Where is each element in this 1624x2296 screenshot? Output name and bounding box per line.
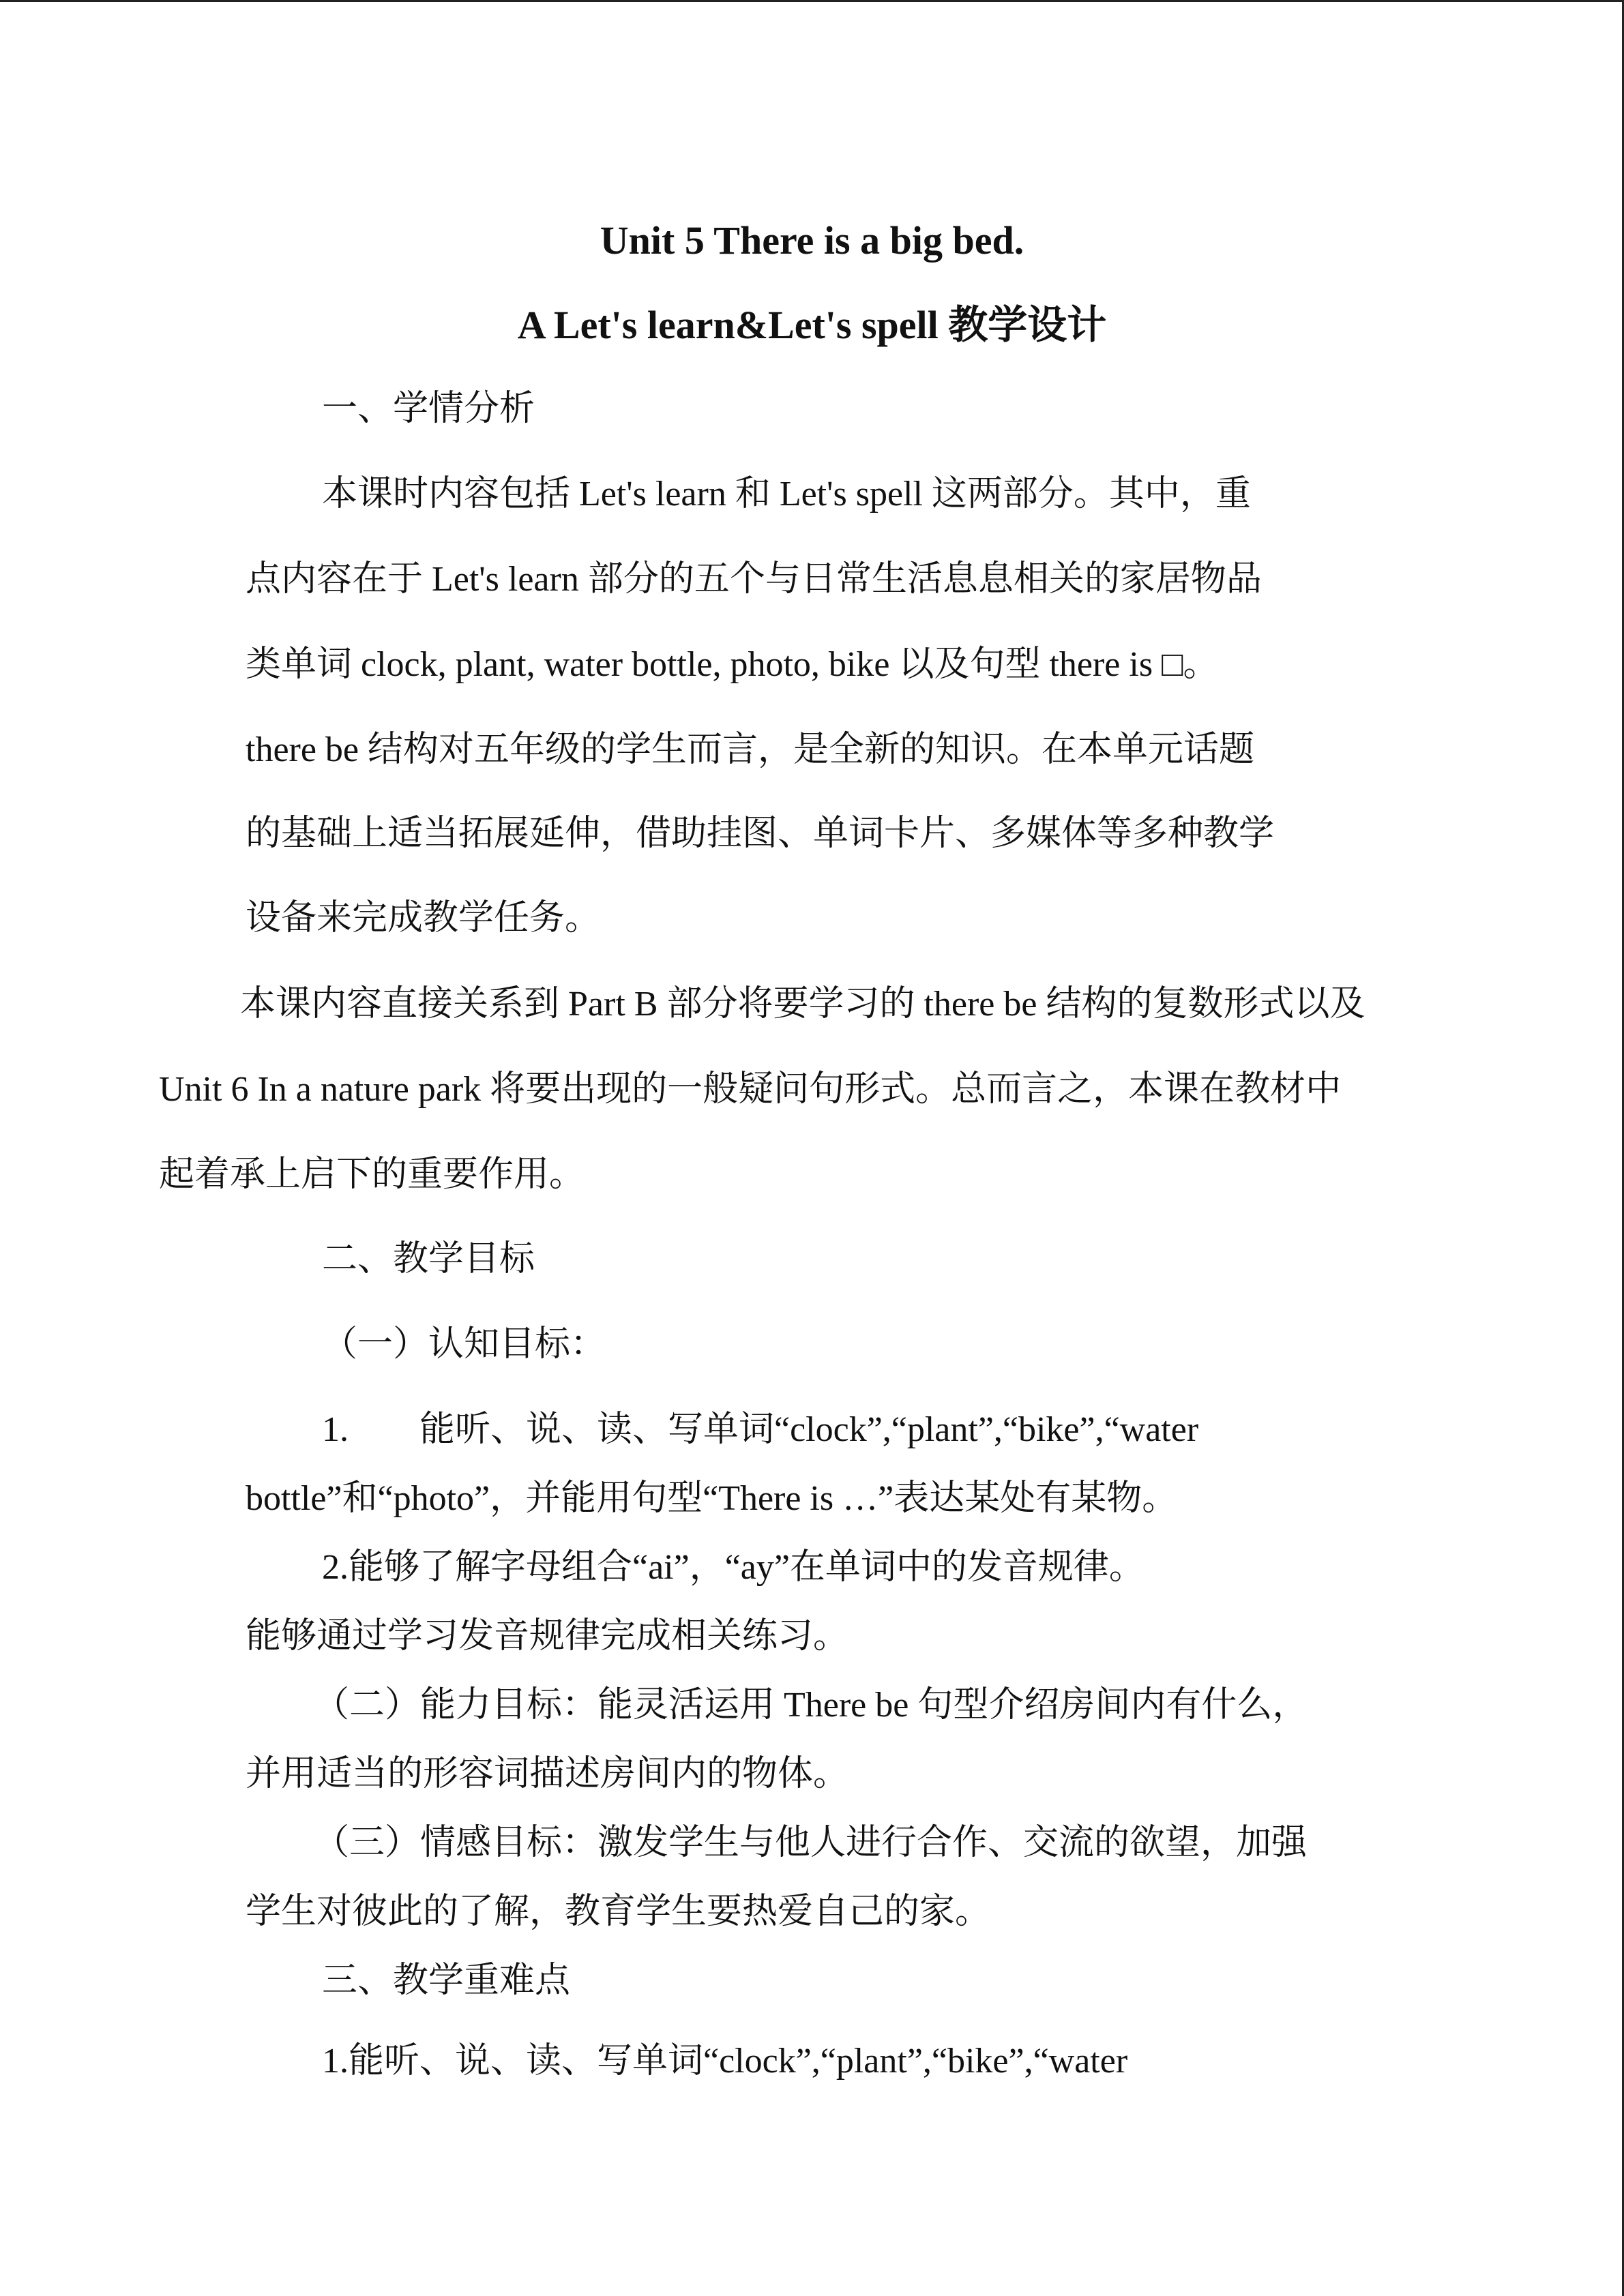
- paragraph-line: 本课内容直接关系到 Part B 部分将要学习的 there be 结构的复数形式以及: [240, 985, 1365, 1024]
- paragraph-line: Unit 6 In a nature park 将要出现的一般疑问句形式。总而言之，本课在教材中: [159, 1070, 1342, 1109]
- paragraph-line: （二）能力目标：能灵活运用 There be 句型介绍房间内有什么，: [314, 1686, 1308, 1725]
- paragraph-line: 类单词 clock, plant, water bottle, photo, bike 以及句型 there is □。: [246, 645, 1219, 684]
- list-item: 2.能够了解字母组合“ai”，“ay”在单词中的发音规律。: [322, 1548, 1145, 1587]
- section-heading-2: 二、教学目标: [322, 1240, 535, 1279]
- section-heading-3: 三、教学重难点: [322, 1961, 571, 2000]
- list-item: 1. 能听、说、读、写单词“clock”,“plant”,“bike”,“water: [322, 1410, 1199, 1449]
- section-heading-1: 一、学情分析: [322, 389, 535, 428]
- paragraph-line: 的基础上适当拓展延伸，借助挂图、单词卡片、多媒体等多种教学: [246, 814, 1275, 853]
- top-border: [0, 0, 1624, 2]
- document-subtitle: A Let's learn&Let's spell 教学设计: [517, 303, 1107, 347]
- paragraph-line: 起着承上启下的重要作用。: [159, 1155, 585, 1194]
- paragraph-line: 设备来完成教学任务。: [246, 899, 601, 938]
- paragraph-line: 能够通过学习发音规律完成相关练习。: [246, 1617, 849, 1656]
- paragraph-line: there be 结构对五年级的学生而言，是全新的知识。在本单元话题: [246, 730, 1255, 769]
- subheading: （一）认知目标：: [322, 1325, 606, 1364]
- list-item: 1.能听、说、读、写单词“clock”,“plant”,“bike”,“water: [322, 2042, 1128, 2081]
- paragraph-line: 点内容在于 Let's learn 部分的五个与日常生活息息相关的家居物品: [246, 560, 1262, 599]
- document-title: Unit 5 There is a big bed.: [600, 218, 1024, 263]
- paragraph-line: 本课时内容包括 Let's learn 和 Let's spell 这两部分。其中，重: [322, 475, 1251, 513]
- paragraph-line: （三）情感目标：激发学生与他人进行合作、交流的欲望，加强: [314, 1823, 1308, 1862]
- paragraph-line: 学生对彼此的了解，教育学生要热爱自己的家。: [246, 1892, 991, 1931]
- list-item: bottle”和“photo”，并能用句型“There is …”表达某处有某物。: [246, 1479, 1178, 1518]
- paragraph-line: 并用适当的形容词描述房间内的物体。: [246, 1755, 849, 1793]
